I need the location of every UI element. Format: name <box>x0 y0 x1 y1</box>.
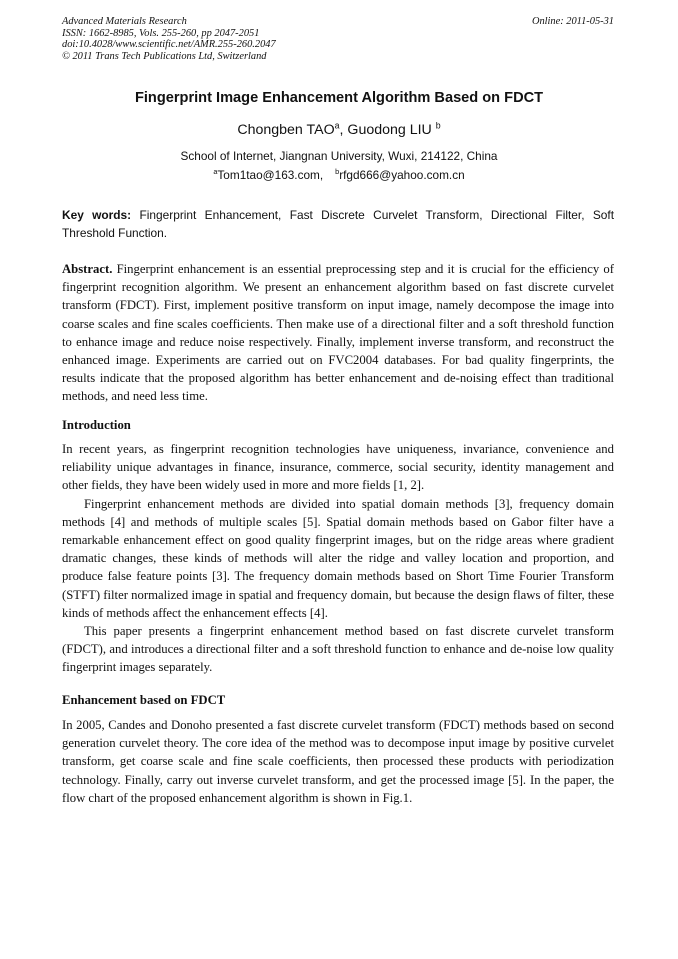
paragraph: Fingerprint enhancement methods are divided into spatial domain methods [3], frequency domain methods [4] and methods of multiple scales [5]. Spatial domain methods based on Gabor filter have a remarkable enhancement effect on good quality fingerprint images, but on the ridge areas where gradient dramatic changes, these kinds of methods will alter the ridge and valley location and proportion, and produce false feature points [3]. The frequency domain methods based on Short Time Fourier Transform (STFT) filter normalized image in spatial and frequency domain, but because the design flaws of filter, these kinds of methods affect the enhancement effects [4]. <box>62 496 614 620</box>
email-mark: b <box>335 167 340 177</box>
abstract-text: Fingerprint enhancement is an essential preprocessing step and it is crucial for the efficiency of fingerprint recognition algorithm. We present an enhancement algorithm based on fast discrete curvelet transform (FDCT). First, implement positive transform on input image, namely decompose the image into coarse scales and fine scales coefficients. Then make use of a directional filter and a soft threshold function to enhance image and reduce noise respectively. Finally, implement inverse transform, and reconstruct the enhanced image. Experiments are carried out on FVC2004 databases. For bad quality fingerprints, the results indicate that the proposed algorithm has better enhancement and de-noising effect than traditional methods, and need less time. <box>62 262 615 404</box>
enhancement-body <box>62 716 614 807</box>
author-separator: , <box>339 122 348 138</box>
email-mark: a <box>213 167 218 177</box>
email-address[interactable]: rfgd666@yahoo.com.cn <box>339 168 465 182</box>
online-date: Online: 2011-05-31 <box>531 16 614 27</box>
author-mark: b <box>435 120 441 131</box>
author-list <box>0 122 678 138</box>
paragraph: In recent years, as fingerprint recognition technologies have uniqueness, invariance, convenience and reliability unique advantages in finance, insurance, commerce, social security, identity management and other fields, they have been widely used in more and more fields [1, 2]. <box>62 442 614 493</box>
author-name: Guodong LIU <box>347 122 432 138</box>
journal-header <box>62 16 614 62</box>
affiliation: School of Internet, Jiangnan University, Wuxi, 214122, China <box>180 149 498 163</box>
abstract-label: Abstract. <box>62 262 113 276</box>
abstract <box>62 260 614 406</box>
paper-title: Fingerprint Image Enhancement Algorithm Based on FDCT <box>134 90 544 106</box>
keywords <box>62 206 614 242</box>
section-heading-enhancement: Enhancement based on FDCT <box>62 693 226 707</box>
keywords-text: Fingerprint Enhancement, Fast Discrete Curvelet Transform, Directional Filter, Soft Threshold Function. <box>62 208 615 240</box>
section-heading-introduction: Introduction <box>62 418 131 432</box>
introduction-body <box>62 440 614 677</box>
journal-copyright: © 2011 Trans Tech Publications Ltd, Switzerland <box>62 50 267 62</box>
journal-doi: doi:10.4028/www.scientific.net/AMR.255-260.2047 <box>62 39 276 50</box>
journal-row <box>62 16 614 28</box>
email-list <box>0 168 678 182</box>
email-address[interactable]: Tom1tao@163.com, <box>217 168 324 182</box>
keywords-label: Key words: <box>62 208 132 222</box>
journal-issn: ISSN: 1662-8985, Vols. 255-260, pp 2047-2051 <box>62 27 260 39</box>
author-name: Chongben TAO <box>237 122 335 138</box>
paragraph: This paper presents a fingerprint enhancement method based on fast discrete curvelet transform (FDCT), and introduces a directional filter and a soft threshold function to enhance and de-noise low quality fingerprint images separately. <box>62 624 614 675</box>
author-mark: a <box>334 120 340 131</box>
paragraph: In 2005, Candes and Donoho presented a fast discrete curvelet transform (FDCT) methods based on second generation curvelet theory. The core idea of the method was to decompose input image by positive curvelet transform, get coarse scale and fine scale coefficients, then processed these products with periodization technology. Finally, carry out inverse curvelet transform, and get the processed image [5]. In the paper, the flow chart of the proposed enhancement algorithm is shown in Fig.1. <box>62 718 614 805</box>
journal-name: Advanced Materials Research <box>62 16 187 27</box>
